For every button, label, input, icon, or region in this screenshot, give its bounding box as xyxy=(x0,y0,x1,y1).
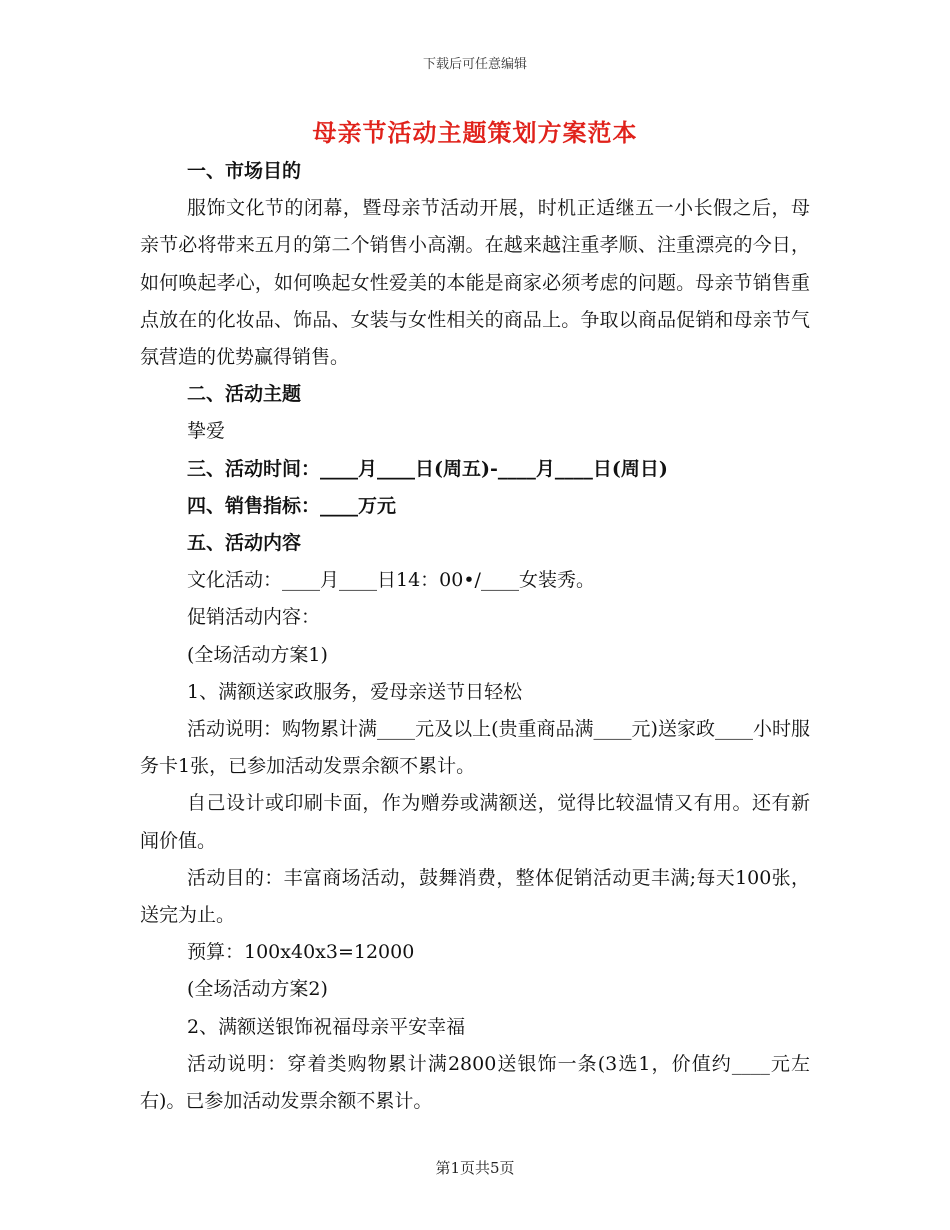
paragraph: 活动说明：购物累计满____元及以上(贵重商品满____元)送家政____小时服务卡1张，已参加活动发票余额不累计。 xyxy=(140,718,810,778)
paragraph: 活动说明：穿着类购物累计满2800送银饰一条(3选1，价值约____元左右)。已参加活动发票余额不累计。 xyxy=(140,1052,810,1113)
section-heading: 四、销售指标：____万元 xyxy=(187,494,397,517)
paragraph: 自己设计或印刷卡面，作为赠券或满额送，觉得比较温情又有用。还有新闻价值。 xyxy=(140,792,810,852)
section-heading: 五、活动内容 xyxy=(187,532,302,555)
paragraph: 2、满额送银饰祝福母亲平安幸福 xyxy=(187,1015,466,1038)
paragraph: 1、满额送家政服务，爱母亲送节日轻松 xyxy=(187,680,523,703)
paragraph: 挚爱 xyxy=(187,420,226,443)
paragraph: 服饰文化节的闭幕，暨母亲节活动开展，时机正适继五一小长假之后，母亲节必将带来五月的第二个销售小高潮。在越来越注重孝顺、注重漂亮的今日，如何唤起孝心，如何唤起女性爱美的本能是商家必须考虑的问题。母亲节销售重点放在的化妆品、饰品、女装与女性相关的商品上。争取以商品促销和母亲节气氛营造的优势赢得销售。 xyxy=(140,197,810,369)
header-note: 下载后可任意编辑 xyxy=(422,57,527,72)
section-heading: 二、活动主题 xyxy=(187,383,302,406)
paragraph: (全场活动方案1) xyxy=(187,643,328,666)
section-heading: 三、活动时间：____月____日(周五)-____月____日(周日) xyxy=(187,457,668,480)
paragraph: 促销活动内容： xyxy=(187,606,321,629)
paragraph: 活动目的：丰富商场活动，鼓舞消费，整体促销活动更丰满;每天100张，送完为止。 xyxy=(140,866,810,927)
section-heading: 一、市场目的 xyxy=(187,160,302,182)
document-title: 母亲节活动主题策划方案范本 xyxy=(312,118,638,147)
paragraph: 文化活动：____月____日14：00•/____女装秀。 xyxy=(187,569,595,592)
paragraph: 预算：100x40x3=12000 xyxy=(187,941,415,964)
page-footer: 第1页共5页 xyxy=(435,1159,515,1177)
document-body xyxy=(140,153,810,1120)
paragraph: (全场活动方案2) xyxy=(187,978,328,1001)
